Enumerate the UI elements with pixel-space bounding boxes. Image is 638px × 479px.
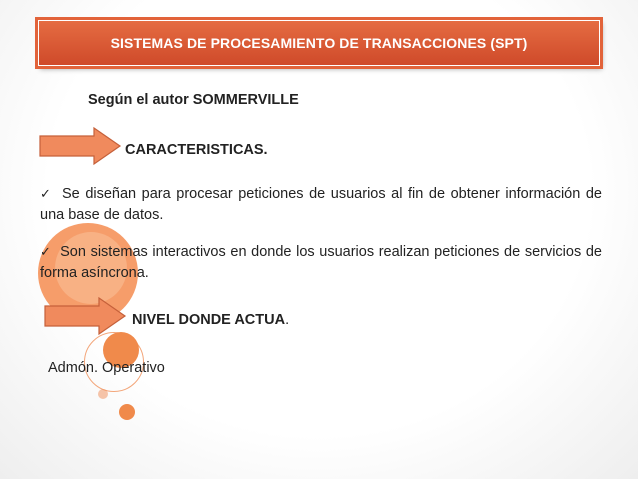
bullet-text: Se diseñan para procesar peticiones de usuarios al fin de obtener información de una base de datos.: [40, 186, 602, 223]
decorative-circle-tiny: [98, 389, 108, 399]
checkmark-icon: ✓: [40, 187, 53, 202]
bullet-item: [40, 242, 602, 284]
right-arrow-icon: [38, 126, 122, 166]
bullet-text: Son sistemas interactivos en donde los usuarios realizan peticiones de servicios de forma asíncrona.: [40, 244, 602, 281]
slide-title: SISTEMAS DE PROCESAMIENTO DE TRANSACCIONES (SPT): [110, 35, 528, 51]
bullet-item: [40, 184, 602, 226]
decorative-circle-small: [119, 404, 135, 420]
characteristics-label: CARACTERISTICAS.: [125, 142, 268, 158]
level-label: [132, 309, 289, 331]
checkmark-icon: ✓: [40, 245, 52, 260]
right-arrow-icon: [43, 296, 127, 336]
level-label-suffix: .: [285, 312, 290, 328]
subtitle: Según el autor SOMMERVILLE: [88, 92, 299, 108]
level-label-text: NIVEL DONDE ACTUA: [132, 312, 286, 328]
level-value: Admón. Operativo: [48, 360, 165, 376]
title-bar: [38, 20, 600, 66]
